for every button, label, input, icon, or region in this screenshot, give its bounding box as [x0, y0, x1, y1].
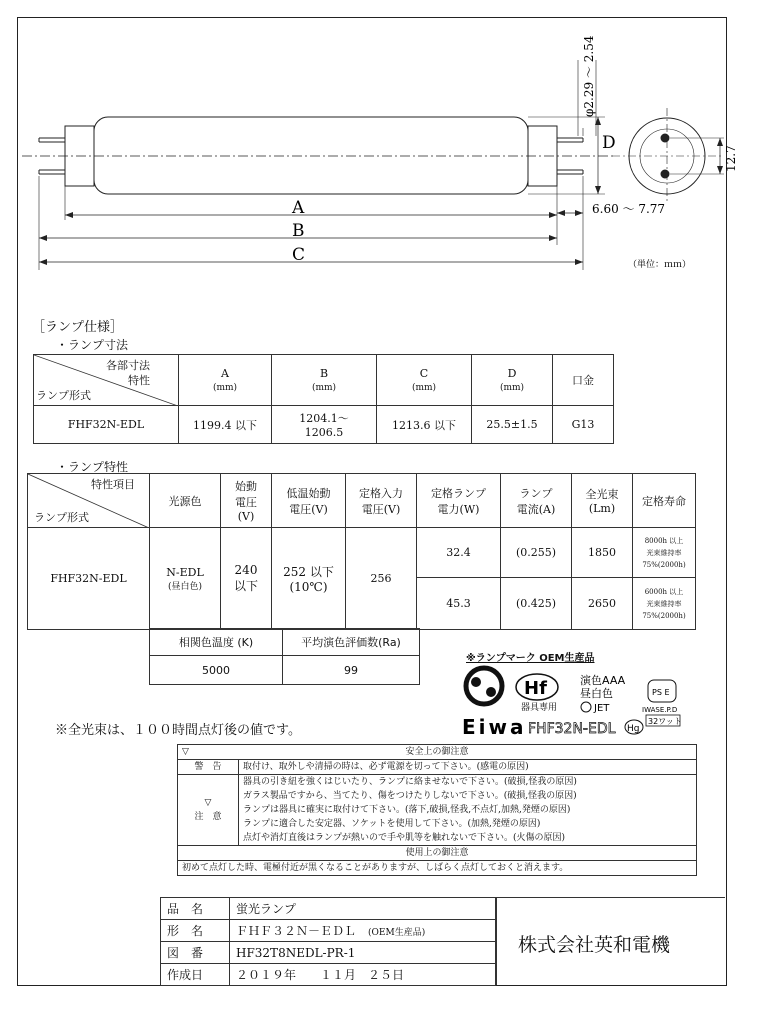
flux-note: ※全光束は、１００時間点灯後の値です。	[55, 723, 301, 738]
pin-length-label: 6.60 ～ 7.77	[592, 202, 666, 216]
cct-label: 相関色温度 (K)	[150, 629, 283, 656]
dimensions-table	[33, 354, 614, 444]
chars-col-rated-in: 定格入力 電圧(V)	[346, 474, 417, 528]
chars-col-life: 定格寿命	[633, 474, 696, 528]
svg-text:PS E: PS E	[652, 688, 670, 697]
marking-model: FHF32N-EDL	[528, 721, 616, 737]
chars-col-power: 定格ランプ 電力(W)	[417, 474, 501, 528]
lamp-marking-area	[462, 664, 712, 740]
dims-col-base: 口金	[553, 355, 614, 406]
tb-value-1: 蛍光ランプ	[230, 898, 496, 920]
dim-c-label: C	[292, 245, 306, 265]
tb-label-2: 形 名	[161, 920, 230, 942]
dims-row-base: G13	[553, 406, 614, 444]
svg-text:32ワット: 32ワット	[648, 717, 682, 726]
chars-flux-2: 2650	[572, 578, 633, 630]
chars-power-2: 45.3	[417, 578, 501, 630]
svg-text:JET: JET	[594, 703, 610, 714]
dims-row-b: 1204.1～ 1206.5	[272, 406, 377, 444]
title-block	[160, 897, 496, 986]
svg-text:Hf: Hf	[524, 678, 547, 699]
tb-value-3: HF32T8NEDL-PR-1	[230, 942, 496, 964]
spec-heading: ［ランプ仕様］	[32, 320, 124, 335]
chars-rated-in: 256	[346, 528, 417, 630]
svg-text:IWASE.P.D: IWASE.P.D	[642, 706, 678, 714]
cct-value: 5000	[150, 656, 283, 685]
characteristics-table	[27, 473, 696, 630]
svg-text:Hg: Hg	[627, 724, 640, 734]
chars-low: 252 以下 (10℃)	[272, 528, 346, 630]
tb-label-1: 品 名	[161, 898, 230, 920]
usage-title: 使用上の御注意	[178, 846, 697, 861]
chars-color: N-EDL (昼白色)	[150, 528, 221, 630]
svg-text:昼白色: 昼白色	[580, 687, 613, 700]
warning-text: 取付け、取外しや清掃の時は、必ず電源を切って下さい。(感電の原因)	[239, 760, 697, 775]
svg-text:器具専用: 器具専用	[521, 703, 558, 713]
usage-text: 初めて点灯した時、電極付近が黒くなることがありますが、しばらく点灯しておくと消えます。	[178, 861, 697, 876]
dims-col-b: B (mm)	[272, 355, 377, 406]
cri-label: 平均演色評価数(Ra)	[283, 629, 420, 656]
jet-mark-icon	[581, 702, 591, 712]
dims-row-c: 1213.6 以下	[377, 406, 472, 444]
chars-start: 240 以下	[221, 528, 272, 630]
eiwa-logo-icon	[466, 668, 502, 704]
chars-col-color: 光源色	[150, 474, 221, 528]
dims-col-a: A (mm)	[179, 355, 272, 406]
chars-heading: ・ランプ特性	[56, 460, 129, 474]
tb-label-3: 図 番	[161, 942, 230, 964]
color-table	[149, 628, 420, 685]
chars-col-current: ランプ 電流(A)	[501, 474, 572, 528]
warning-label: 警 告	[178, 760, 239, 775]
company-name: 株式会社英和電機	[518, 934, 671, 956]
chars-col-start: 始動 電圧 (V)	[221, 474, 272, 528]
dims-row-a: 1199.4 以下	[179, 406, 272, 444]
dims-col-c: C (mm)	[377, 355, 472, 406]
dims-row-model: FHF32N-EDL	[34, 406, 179, 444]
brand-text: Eiwa	[462, 715, 527, 739]
chars-model: FHF32N-EDL	[28, 528, 150, 630]
dim-a-label: A	[292, 198, 305, 218]
dims-corner-cell: 各部寸法 特性 ランプ形式	[34, 355, 179, 406]
dims-heading: ・ランプ寸法	[56, 338, 129, 352]
chars-col-low: 低温始動 電圧(V)	[272, 474, 346, 528]
chars-life-2: 6000h 以上 光束維持率 75%(2000h)	[633, 578, 696, 630]
tb-value-4: ２０１９年 １１月 ２５日	[230, 964, 496, 986]
safety-table	[177, 744, 697, 876]
cri-value: 99	[283, 656, 420, 685]
tb-label-4: 作成日	[161, 964, 230, 986]
caution-triangle-icon: ▽	[204, 798, 212, 808]
pse-mark-icon	[648, 680, 676, 702]
chars-current-2: (0.425)	[501, 578, 572, 630]
pin-gap-label: 12.7	[724, 145, 738, 172]
caution-lines: 器具の引き紐を強くはじいたり、ランプに絡ませないで下さい。(破損,怪我の原因) ガラス製品ですから、当てたり、傷をつけたりしないで下さい。(破損,怪我の原因) ランプは器具に確実に取付けて下さい。(落下,破損,怪我,不点灯,加熱,発煙の原因) ランプに適合した安定器、ソケットを使用して下さい。(加熱,発煙の原因) 点灯や消灯直後はランプが熱いので手や肌等を触れないで下さい。(火傷の原因)	[239, 775, 697, 846]
dim-d-label: D	[602, 133, 616, 153]
dims-row-d: 25.5±1.5	[472, 406, 553, 444]
safety-title: ▽ 安全上の御注意	[178, 745, 697, 760]
pin-diameter-label: φ2.29 ～ 2.54	[582, 35, 596, 117]
lamp-tube	[94, 117, 528, 194]
caution-label: ▽ 注 意	[178, 775, 239, 846]
svg-text:演色AAA: 演色AAA	[580, 674, 626, 687]
chars-corner-cell: 特性項目 ランプ形式	[28, 474, 150, 528]
dim-b-label: B	[292, 221, 305, 241]
chars-life-1: 8000h 以上 光束維持率 75%(2000h)	[633, 528, 696, 578]
unit-label: （単位：ｍｍ）	[628, 260, 692, 270]
tb-value-2: ＦＨＦ３２Ｎ－ＥＤＬ (OEM生産品)	[230, 920, 496, 942]
marking-title: ※ランプマーク OEM生産品	[466, 653, 595, 664]
dims-col-d: D (mm)	[472, 355, 553, 406]
lamp-dimension-drawing	[0, 0, 776, 290]
chars-flux-1: 1850	[572, 528, 633, 578]
warning-triangle-icon: ▽	[182, 747, 189, 757]
chars-current-1: (0.255)	[501, 528, 572, 578]
chars-col-flux: 全光束 (Lm)	[572, 474, 633, 528]
chars-power-1: 32.4	[417, 528, 501, 578]
